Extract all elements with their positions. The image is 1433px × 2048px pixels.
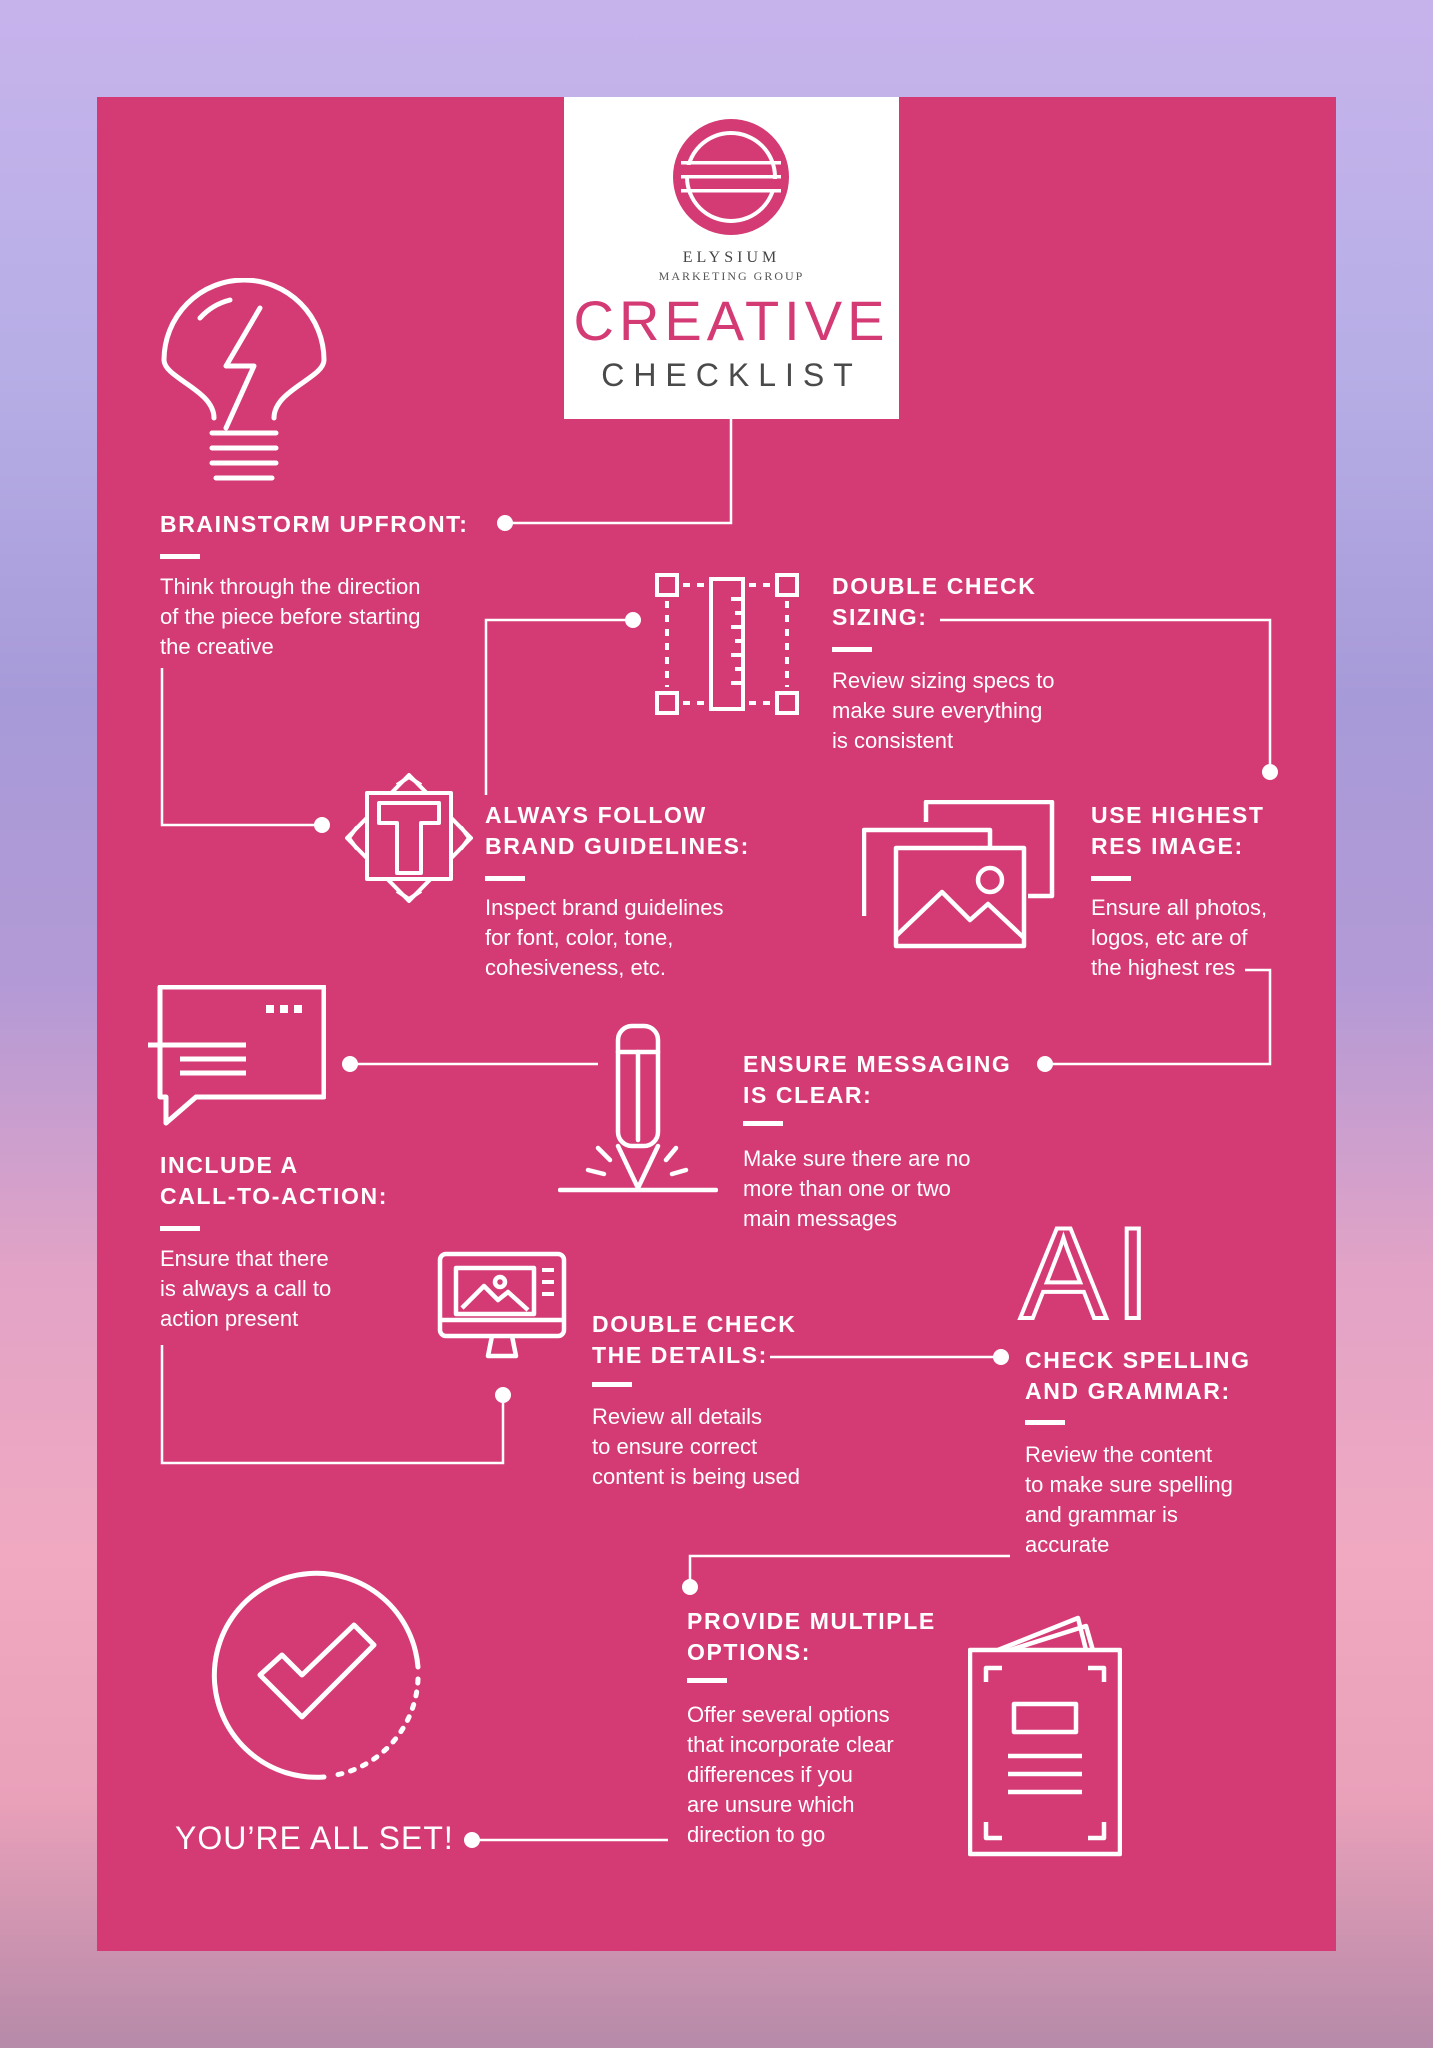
messaging-divider [743, 1121, 783, 1126]
brand-name: ELYSIUM [682, 249, 781, 266]
all-set-text: YOU’RE ALL SET! [175, 1820, 454, 1856]
spelling-divider [1025, 1420, 1065, 1425]
chat-window-icon [146, 985, 326, 1137]
page-title: CREATIVE [573, 289, 890, 352]
lightbulb-icon [160, 278, 328, 496]
brainstorm-text: Think through the direction of the piece before starting the creative [160, 574, 421, 659]
images-text: Ensure all photos, logos, etc are of the highest res [1091, 895, 1268, 980]
options-text: Offer several options that incorporate clear differences if you are unsure which direction to go [687, 1702, 894, 1847]
brand-guidelines-icon [345, 773, 473, 903]
messaging-heading: ENSURE MESSAGING IS CLEAR: [743, 1051, 1012, 1108]
images-divider [1091, 876, 1131, 881]
cta-heading: INCLUDE A CALL-TO-ACTION: [160, 1152, 388, 1209]
options-heading: PROVIDE MULTIPLE OPTIONS: [687, 1608, 936, 1665]
details-divider [592, 1382, 632, 1387]
ai-letters-icon: AI [1020, 1200, 1159, 1346]
ruler-sizing-icon [655, 573, 799, 715]
monitor-icon [436, 1250, 568, 1364]
images-heading: USE HIGHEST RES IMAGE: [1091, 802, 1265, 859]
details-text: Review all details to ensure correct content is being used [592, 1404, 800, 1489]
cta-text: Ensure that there is always a call to action present [160, 1246, 332, 1331]
sizing-heading: DOUBLE CHECK SIZING: [832, 573, 1037, 630]
messaging-text: Make sure there are no more than one or two main messages [743, 1146, 971, 1231]
checkmark-circle-icon [204, 1563, 428, 1787]
brainstorm-heading: BRAINSTORM UPFRONT: [160, 511, 469, 537]
sizing-text: Review sizing specs to make sure everything is consistent [832, 668, 1055, 753]
booklet-icon [968, 1610, 1122, 1858]
brand-heading: ALWAYS FOLLOW BRAND GUIDELINES: [485, 802, 750, 859]
brand-divider [485, 876, 525, 881]
options-divider [687, 1678, 727, 1683]
brainstorm-divider [160, 554, 200, 559]
spelling-heading: CHECK SPELLING AND GRAMMAR: [1025, 1347, 1251, 1404]
spelling-text: Review the content to make sure spelling and grammar is accurate [1025, 1442, 1233, 1557]
page-subtitle: CHECKLIST [601, 357, 862, 393]
cta-divider [160, 1226, 200, 1231]
brand-subname: MARKETING GROUP [658, 269, 805, 283]
pencil-icon [558, 1022, 718, 1194]
brand-text: Inspect brand guidelines for font, color, tone, cohesiveness, etc. [485, 895, 724, 980]
sizing-divider [832, 647, 872, 652]
image-stack-icon [862, 800, 1056, 950]
details-heading: DOUBLE CHECK THE DETAILS: [592, 1311, 797, 1368]
